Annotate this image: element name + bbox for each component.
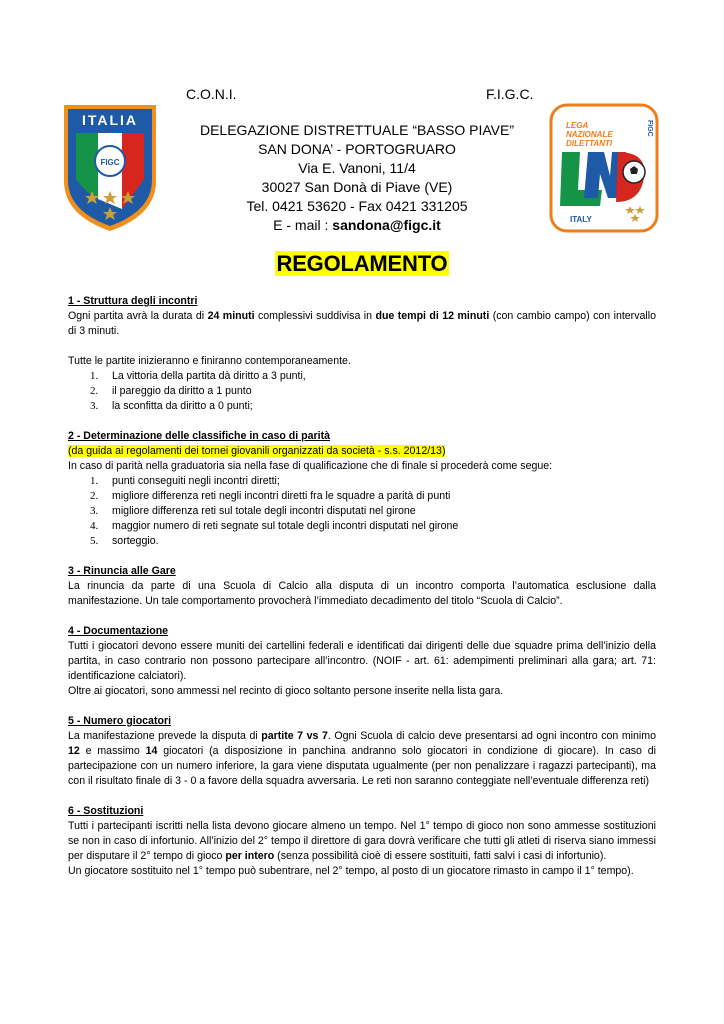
min-players: 12 [68, 745, 80, 757]
lnd-logo [548, 102, 660, 234]
email-label: E - mail : [273, 217, 333, 233]
text-run: . Ogni Scuola di calcio deve presentarsi ad ogni incontro con minimo [327, 730, 656, 742]
lnd-italy-text: ITALY [570, 215, 592, 224]
lnd-text-2: NAZIONALE [566, 130, 613, 139]
list-item-text: La vittoria della partita dà diritto a 3 punti, [112, 370, 306, 382]
list-item-text: migliore differenza reti negli incontri diretti fra le squadre a parità di punti [112, 490, 451, 502]
section-1-paragraph [68, 309, 656, 339]
section-4-paragraph-2: Oltre ai giocatori, sono ammessi nel recinto di gioco soltanto persone inserite nella lista gara. [68, 685, 504, 697]
regulation-body [68, 294, 656, 879]
lnd-text-1: LEGA [566, 121, 589, 130]
header-location: SAN DONA’ - PORTOGRUARO [258, 141, 456, 157]
text-run: (senza possibilità cioè di essere sostituiti, fatti salvi i casi di infortunio). [274, 850, 607, 862]
header-delegation: DELEGAZIONE DISTRETTUALE “BASSO PIAVE” [199, 122, 515, 138]
text-run: complessivi suddivisa in [254, 310, 376, 322]
max-players: 14 [145, 745, 158, 757]
list-item: 5. sorteggio. [90, 535, 159, 547]
figc-badge-text: FIGC [100, 158, 120, 167]
section-3-paragraph: La rinuncia da parte di una Scuola di Calcio alla disputa di un incontro comporta l’automatica esclusione dalla manifestazione. Un tale comportamento provocherà l’immediato decadimento del titolo “Scuola di Calcio”. [68, 580, 656, 607]
list-item: 2. il pareggio da diritto a 1 punto [90, 385, 252, 397]
section-6-paragraph [68, 819, 656, 864]
text-run: Tutti i partecipanti iscritti nella lista devono giocare almeno un tempo. Nel 1° tempo di gioco non sono ammesse sostituzioni se non in caso di infortunio. All’inizio del 2° tempo il direttore di gara dovrà verificare che tutti gli atleti di riserva siano immessi per disputare il 2° tempo di gioco [68, 820, 656, 862]
list-item: 3. migliore differenza reti sul totale degli incontri disputati nel girone [90, 505, 416, 517]
highlighted-source: (da guida ai regolamenti dei tornei giovanili organizzati da società - s.s. 2012/13) [68, 445, 446, 457]
points-list [68, 369, 656, 414]
list-item: 4. maggior numero di reti segnate sul totale degli incontri disputati nel girone [90, 520, 459, 532]
text-run: Ogni partita avrà la durata di [68, 310, 208, 322]
lnd-text-3: DILETTANTI [566, 139, 613, 148]
section-5-paragraph [68, 729, 656, 789]
list-item-text: il pareggio da diritto a 1 punto [112, 385, 252, 397]
halves-duration: due tempi di 12 minuti [375, 310, 490, 322]
title-text: REGOLAMENTO [276, 251, 448, 276]
list-item: 2. migliore differenza reti negli incontri diretti fra le squadre a parità di punti [90, 490, 451, 502]
text-run: La manifestazione prevede la disputa di [68, 730, 262, 742]
text-run: giocatori (a disposizione in panchina andranno solo giocatori in condizione di giocare). In caso di partecipazione con un numero inferiore, la gara viene disputata ugualmente (per non penalizzare i ragazzi partecipanti), ma con il risultato finale di 3 - 0 a favore della squadra avversaria. Le reti non saranno conteggiate nell’eventuale differenza reti) [68, 745, 656, 787]
header-city: 30027 San Donà di Piave (VE) [261, 179, 453, 195]
list-item-text: la sconfitta da diritto a 0 punti; [112, 400, 253, 412]
full-time-emphasis: per intero [225, 850, 275, 862]
text-run: (con cambio campo) con intervallo di 3 minuti. [68, 310, 656, 337]
header-figc: F.I.G.C. [486, 86, 534, 102]
tiebreak-list [68, 474, 656, 549]
header-coni: C.O.N.I. [186, 86, 237, 102]
lnd-figc-side-text: FIGC [646, 120, 653, 137]
text-run: e massimo [79, 745, 146, 757]
section-1-title: 1 - Struttura degli incontri [68, 295, 198, 307]
section-3-title: 3 - Rinuncia alle Gare [68, 565, 176, 577]
logo-italia-text: ITALIA [81, 112, 139, 128]
section-4-paragraph: Tutti i giocatori devono essere muniti dei cartellini federali e identificati dai dirigenti delle due squadre prima dell’inizio della partita, in caso contrario non possono partecipare all’incontro. (NOIF - art. 61: adempimenti preliminari alla gara; art. 71: identificazione calciatori). [68, 640, 656, 682]
section-5-title: 5 - Numero giocatori [68, 715, 172, 727]
section-6-title: 6 - Sostituzioni [68, 805, 144, 817]
header-address-block [182, 121, 532, 235]
section-1-paragraph-2: Tutte le partite inizieranno e finiranno contemporaneamente. [68, 355, 351, 367]
list-item-text: migliore differenza reti sul totale degli incontri disputati nel girone [112, 505, 416, 517]
section-4-title: 4 - Documentazione [68, 625, 169, 637]
page-title [0, 251, 724, 277]
section-2-paragraph: In caso di parità nella graduatoria sia nella fase di qualificazione che di finale si procederà come segue: [68, 460, 553, 472]
list-item-text: maggior numero di reti segnate sul totale degli incontri disputati nel girone [112, 520, 459, 532]
list-item: 1. La vittoria della partita dà diritto a 3 punti, [90, 370, 306, 382]
section-2-title: 2 - Determinazione delle classifiche in caso di parità [68, 430, 330, 442]
list-item: 3. la sconfitta da diritto a 0 punti; [90, 400, 253, 412]
header-phone: Tel. 0421 53620 - Fax 0421 331205 [246, 198, 468, 214]
figc-italia-logo [62, 103, 158, 233]
match-duration: 24 minuti [207, 310, 255, 322]
section-2-source-line [68, 444, 656, 459]
match-format: partite 7 vs 7 [261, 730, 328, 742]
list-item: 1. punti conseguiti negli incontri diretti; [90, 475, 280, 487]
header-street: Via E. Vanoni, 11/4 [298, 160, 416, 176]
list-item-text: sorteggio. [112, 535, 159, 547]
email-link[interactable]: sandona@figc.it [332, 217, 441, 233]
header-email-line [182, 216, 532, 235]
list-item-text: punti conseguiti negli incontri diretti; [112, 475, 280, 487]
section-6-paragraph-2: Un giocatore sostituito nel 1° tempo può subentrare, nel 2° tempo, al posto di un giocatore rimasto in campo il 1° tempo). [68, 865, 634, 877]
